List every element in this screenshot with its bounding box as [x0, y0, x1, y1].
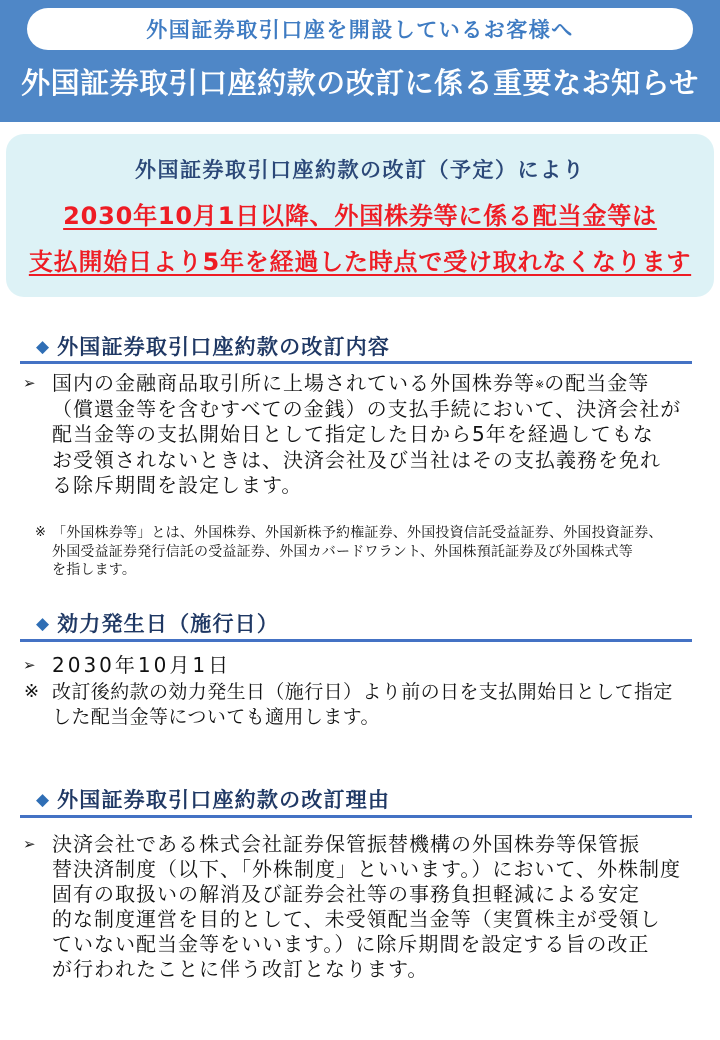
section-title: 外国証券取引口座約款の改訂内容	[57, 335, 391, 359]
text-line: 固有の取扱いの解消及び証券会社等の事務負担軽減による安定	[52, 882, 640, 906]
note-text: 「外国株券等」とは、外国株券、外国新株予約権証券、外国投資信託受益証券、外国投資証券、	[52, 525, 663, 541]
page-title: 外国証券取引口座約款の改訂に係る重要なお知らせ	[21, 66, 699, 100]
section-heading-revision-content	[36, 333, 390, 361]
text-line: 替決済制度（以下、「外株制度」といいます。）において、外株制度	[52, 857, 681, 881]
footnote-mark: ※	[24, 681, 40, 702]
section-divider	[20, 361, 692, 364]
text-segment: 国内の金融商品取引所に上場されている外国株券等	[52, 371, 535, 395]
note-line: 外国受益証券発行信託の受益証券、外国カバードワラント、外国株預託証券及び外国株式等	[52, 543, 633, 560]
footnote-mark: ※	[35, 525, 47, 540]
summary-box	[6, 134, 714, 297]
diamond-icon: ◆	[36, 337, 50, 357]
note-line: を指します。	[52, 562, 137, 578]
audience-text: 外国証券取引口座を開設しているお客様へ	[146, 18, 574, 42]
diamond-icon: ◆	[36, 614, 50, 634]
summary-highlight-line-2	[6, 245, 714, 279]
note-line	[24, 680, 673, 705]
effective-date-note	[24, 680, 673, 729]
effective-date-value: 2030年10月1日	[52, 653, 232, 677]
bullet-text	[52, 832, 681, 982]
header-banner	[0, 0, 720, 122]
section-title: 外国証券取引口座約款の改訂理由	[57, 788, 391, 812]
note-line	[35, 524, 663, 543]
note-text: 改訂後約款の効力発生日（施行日）より前の日を支払開始日として指定	[52, 681, 673, 703]
text-line: 決済会社である株式会社証券保管振替機構の外国株券等保管振	[52, 832, 640, 856]
bullet-text	[52, 371, 681, 499]
footnote-foreign-shares	[35, 524, 663, 580]
text-segment: の配当金等	[544, 371, 650, 395]
audience-pill	[27, 8, 693, 50]
section-heading-revision-reason	[36, 786, 390, 814]
section-divider	[20, 639, 692, 642]
section-heading-effective-date	[36, 610, 279, 638]
text-line: 的な制度運営を目的として、未受領配当金等（実質株主が受領し	[52, 907, 661, 931]
arrowhead-bullet-icon: ➢	[23, 656, 36, 674]
text-line: る除斥期間を設定します。	[52, 473, 303, 497]
section-title: 効力発生日（施行日）	[57, 612, 280, 636]
text-line: （償還金等を含むすべての金銭）の支払手続において、決済会社が	[52, 396, 682, 421]
note-line: した配当金等についても適用します。	[52, 705, 380, 728]
text-line: 配当金等の支払開始日として指定した日から5年を経過してもな	[52, 422, 654, 446]
summary-highlight-text-1: 2030年10月1日以降、外国株券等に係る配当金等は	[63, 202, 657, 230]
summary-highlight-line-1	[6, 199, 714, 233]
arrowhead-bullet-icon: ➢	[23, 835, 36, 853]
diamond-icon: ◆	[36, 790, 50, 810]
summary-lead: 外国証券取引口座約款の改訂（予定）により	[135, 158, 585, 182]
section-divider	[20, 815, 692, 818]
summary-highlight-text-2: 支払開始日より5年を経過した時点で受け取れなくなります	[28, 248, 692, 276]
text-line: お受領されないときは、決済会社及び当社はその支払義務を免れ	[52, 447, 661, 472]
text-line	[52, 371, 681, 397]
text-line: ていない配当金等をいいます。）に除斥期間を設定する旨の改正	[52, 932, 650, 956]
text-line: が行われたことに伴う改訂となります。	[52, 957, 429, 981]
footnote-mark: ※	[535, 378, 545, 391]
arrowhead-bullet-icon: ➢	[23, 374, 36, 392]
bullet-text	[52, 652, 231, 678]
